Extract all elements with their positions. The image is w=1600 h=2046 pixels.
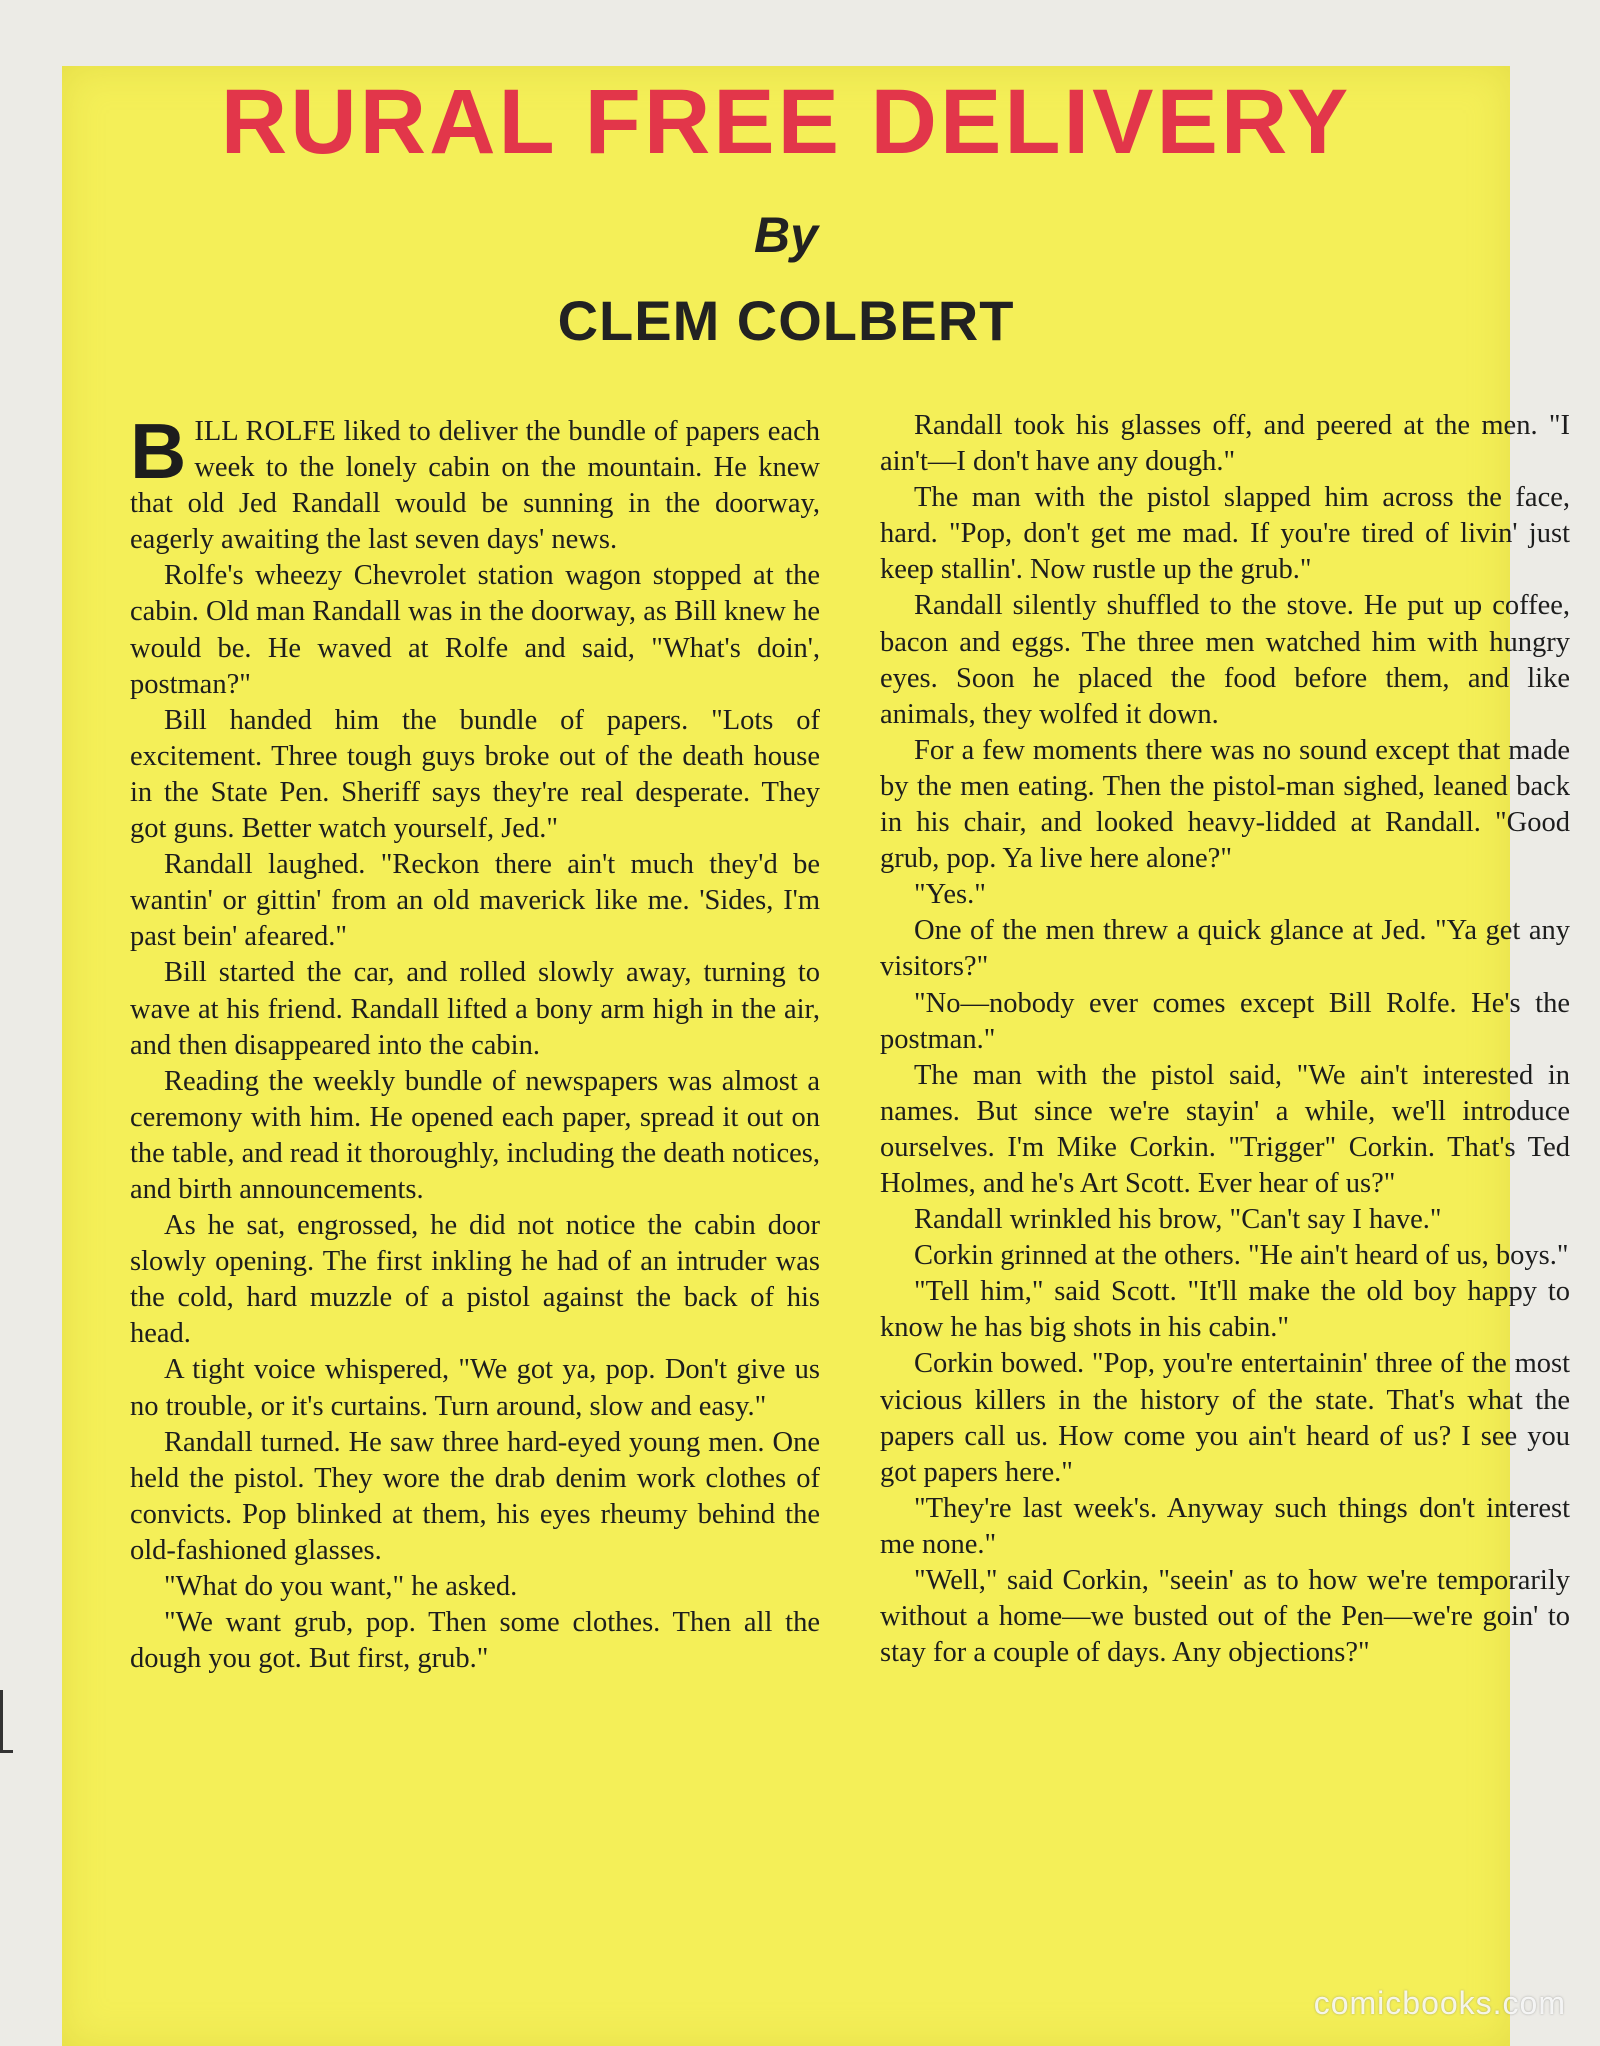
paragraph: The man with the pistol said, "We ain't interested in names. But since we're stayin' a while, we'll introduce ourselves. I'm Mike Corkin. "Trigger" Corkin. That's Ted Holmes, and he's Art Scott. Ever hear of us?" [880, 1059, 1570, 1199]
paragraph: Reading the weekly bundle of newspapers was almost a ceremony with him. He opened each paper, spread it out on the table, and read it thoroughly, including the death notices, and birth announcements. [130, 1065, 820, 1205]
paragraph: Randall took his glasses off, and peered at the men. "I ain't—I don't have any dough." [880, 410, 1570, 478]
paragraph: Randall silently shuffled to the stove. He put up coffee, bacon and eggs. The three men watched him with hungry eyes. Soon he placed the food before them, and like animals, they wolfed it down. [880, 590, 1570, 730]
paragraph: "Yes." [914, 879, 986, 911]
paragraph: Bill started the car, and rolled slowly away, turning to wave at his friend. Randall lifted a bony arm high in the air, and then disappeared into the cabin. [130, 957, 820, 1061]
drop-cap: B [130, 407, 187, 495]
paragraph: A tight voice whispered, "We got ya, pop. Don't give us no trouble, or it's curtains. Turn around, slow and easy." [130, 1354, 820, 1422]
paragraph: "They're last week's. Anyway such things don't interest me none." [880, 1492, 1570, 1560]
paragraph: Corkin bowed. "Pop, you're entertainin' three of the most vicious killers in the history of the state. That's what the papers call us. How come you ain't heard of us? I see you got papers here." [880, 1348, 1570, 1488]
paragraph: Bill handed him the bundle of papers. "Lots of excitement. Three tough guys broke out of the death house in the State Pen. Sheriff says they're real desperate. They got guns. Better watch yourself, Jed." [130, 704, 820, 845]
paragraph: Rolfe's wheezy Chevrolet station wagon stopped at the cabin. Old man Randall was in the doorway, as Bill knew he would be. He waved at Rolfe and said, "What's doin', postman?" [130, 560, 820, 700]
paragraph: Randall wrinkled his brow, "Can't say I have." [914, 1204, 1442, 1236]
paragraph: "We want grub, pop. Then some clothes. Then all the dough you got. But first, grub." [130, 1607, 820, 1675]
paragraph: "Tell him," said Scott. "It'll make the old boy happy to know he has big shots in his cabin." [880, 1276, 1570, 1344]
paragraph: The man with the pistol slapped him across the face, hard. "Pop, don't get me mad. If you're tired of livin' just keep stallin'. Now rustle up the grub." [880, 482, 1570, 586]
author-name: CLEM COLBERT [557, 289, 1015, 352]
story-page [62, 66, 1570, 2046]
paragraph: Corkin grinned at the others. "He ain't heard of us, boys." [914, 1240, 1569, 1272]
page-edge-mark [0, 1690, 13, 1753]
right-column [880, 408, 1570, 1671]
paragraph: BILL ROLFE liked to deliver the bundle of papers each week to the lonely cabin on the mountain. He knew that old Jed Randall would be sunning in the doorway, eagerly awaiting the last seven days' news. [130, 407, 820, 556]
paragraph: "What do you want," he asked. [164, 1571, 518, 1602]
site-watermark: comicbooks.com [1313, 1985, 1566, 2021]
paragraph: One of the men threw a quick glance at Jed. "Ya get any visitors?" [880, 915, 1570, 983]
story-title: RURAL FREE DELIVERY [220, 71, 1352, 173]
left-column [130, 407, 820, 1677]
paragraph: Randall laughed. "Reckon there ain't much they'd be wantin' or gittin' from an old maverick like me. 'Sides, I'm past bein' afeared." [130, 849, 820, 953]
paragraph: For a few moments there was no sound except that made by the men eating. Then the pistol-man sighed, leaned back in his chair, and looked heavy-lidded at Randall. "Good grub, pop. Ya live here alone?" [880, 734, 1570, 875]
paragraph: "Well," said Corkin, "seein' as to how we're temporarily without a home—we busted out of the Pen—we're goin' to stay for a couple of days. Any objections?" [880, 1565, 1570, 1669]
byline: By [754, 207, 818, 263]
paragraph: Randall turned. He saw three hard-eyed young men. One held the pistol. They wore the drab denim work clothes of convicts. Pop blinked at them, his eyes rheumy behind the old-fashioned glasses. [130, 1426, 820, 1566]
paragraph: As he sat, engrossed, he did not notice the cabin door slowly opening. The first inkling he had of an intruder was the cold, hard muzzle of a pistol against the back of his head. [130, 1210, 820, 1350]
paragraph: "No—nobody ever comes except Bill Rolfe. He's the postman." [880, 987, 1570, 1055]
